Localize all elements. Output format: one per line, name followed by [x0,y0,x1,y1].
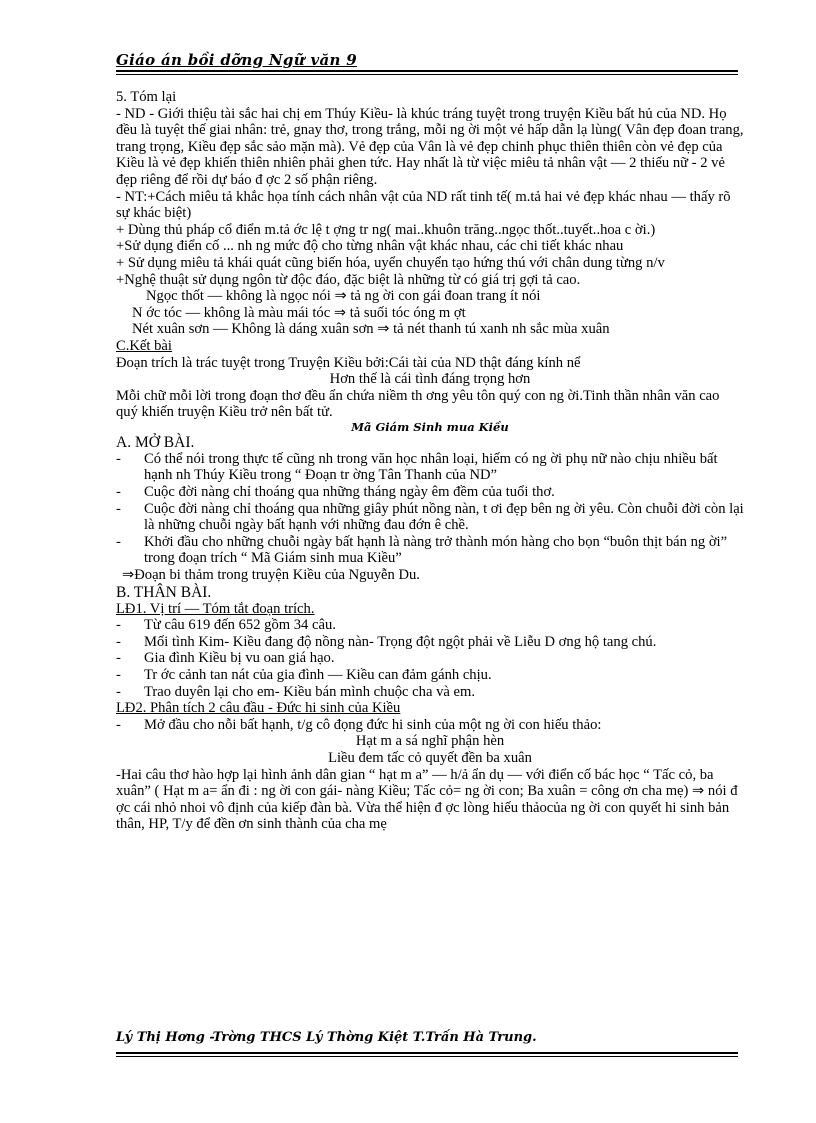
verse-line: Liều đem tấc cỏ quyết đền ba xuân [328,749,532,766]
conclusion-heading: C.Kết bài [116,337,172,354]
summary-paragraph: +Sử dụng điển cố ... nh ng mức độ cho từng nhân vật khác nhau, các chi tiết khác nhau [116,238,624,255]
list-item: - Cuộc đời nàng chỉ thoáng qua những giây phút nồng nàn, t ơi đẹp bên ng ời yêu. Còn chuỗi đời còn lại là những chuỗi ngày bất hạnh với những đau đớn ê chề. [116,500,744,534]
header-title: Giáo án bồi dỡng Ngữ văn 9 [116,51,357,69]
list-item: - Tr ớc cảnh tan nát của gia đình — Kiều can đảm gánh chịu. [116,667,492,683]
part-a-heading: A. MỞ BÀI. [116,433,195,451]
list-item: - Cuộc đời nàng chỉ thoáng qua những tháng ngày êm đềm của tuổi thơ. [116,484,555,501]
list-item: - Có thể nói trong thực tế cũng nh trong văn học nhân loại, hiếm có ng ời phụ nữ nào chịu nhiều bất hạnh nh Thúy Kiều trong “ Đoạn tr ờng Tân Thanh của ND” [116,450,718,484]
list-item: - Từ câu 619 đến 652 gồm 34 câu. [116,617,336,634]
lesson-title: Mã Giám Sinh mua Kiều [351,419,509,434]
conclusion-line: Hơn thế là cái tình đáng trọng hơn [329,371,531,388]
summary-example: Nét xuân sơn — Không là dáng xuân sơn ⇒ tả nét thanh tú xanh nh sắc mùa xuân [132,321,610,338]
summary-example: N ớc tóc — không là màu mái tóc ⇒ tả suối tóc óng m ợt [132,304,466,321]
list-item: - Khởi đầu cho những chuỗi ngày bất hạnh là nàng trở thành món hàng cho bọn “buôn thịt bán ng ời” trong đoạn trích “ Mã Giám sinh mua Kiều” [116,533,728,567]
header-rule-thin [116,74,738,75]
header-rule-thick [116,70,738,72]
footer-text: Lý Thị Hơng -Trờng THCS Lý Thờng Kiệt T.Trấn Hà Trung. [116,1030,537,1045]
summary-paragraph: - NT:+Cách miêu tả khắc họa tính cách nhân vật của ND rất tinh tế( m.tả hai vẻ đẹp khác nhau — thấy rõ sự khác biệt) [116,188,731,222]
page-header [116,50,736,69]
conclusion-line: Đoạn trích là trác tuyệt trong Truyện Kiều bởi:Cái tài của ND thật đáng kính nể [116,354,581,371]
conclusion-line: Mỗi chữ mỗi lời trong đoạn thơ đều ẩn chứa niềm th ơng yêu tôn quý con ng ời.Tinh thần nhân văn cao quý khiến truyện Kiều trở nên bất tử. [116,387,720,421]
part-a-conclusion: ⇒Đoạn bi thảm trong truyện Kiều của Nguyễn Du. [122,567,420,584]
page-footer [116,1030,744,1045]
footer-rule-thick [116,1052,738,1054]
summary-paragraph: +Nghệ thuật sử dụng ngôn từ độc đáo, đặc biệt là những từ có giá trị gợi tả cao. [116,271,581,288]
list-item: - Gia đình Kiều bị vu oan giá hạo. [116,650,335,667]
ld1-heading: LĐ1. Vị trí — Tóm tắt đoạn trích. [116,600,315,617]
list-item: - Mối tình Kim- Kiều đang độ nồng nàn- Trọng đột ngột phải về Liễu D ơng hộ tang chú. [116,633,657,650]
document-body [116,89,744,833]
list-item: - Mở đầu cho nỗi bất hạnh, t/g cô đọng đức hi sinh của một ng ời con hiếu thảo: [116,716,602,733]
footer-rule-thin [116,1056,738,1057]
summary-heading: 5. Tóm lại [116,89,177,105]
summary-paragraph: + Dùng thủ pháp cổ điển m.tả ớc lệ t ợng tr ng( mai..khuôn trăng..ngọc thốt..tuyết..hoa c ời.) [116,221,656,238]
analysis-paragraph: -Hai câu thơ hào hợp lại hình ảnh dân gian “ hạt m a” — h/ả ẩn dụ — với điển cố bác học “ Tấc cỏ, ba xuân” ( Hạt m a= ẩn đi : ng ời con gái- nàng Kiều; Tấc cỏ= ng ời con; Ba xuân = công ơn cha mẹ) ⇒ nói đ ợc cái nhỏ nhoi vô định của kiếp đàn bà. Vừa thể hiện đ ợc lòng hiếu thảocủa ng ời con quyết hi sinh bản thân, HP, T/y để đền ơn sinh thành của cha mẹ [116,766,738,833]
ld2-heading: LĐ2. Phân tích 2 câu đầu - Đức hi sinh của Kiều [116,700,401,717]
summary-paragraph: + Sử dụng miêu tả khái quát cũng biến hóa, uyển chuyển tạo hứng thú với chân dung từng n/v [116,254,665,271]
part-b-heading: B. THÂN BÀI. [116,583,212,601]
summary-paragraph: - ND - Giới thiệu tài sắc hai chị em Thúy Kiều- là khúc tráng tuyệt trong truyện Kiều bất hủ của ND. Họ đều là tuyệt thế giai nhân: trẻ, gnay thơ, trong trắng, mỗi ng ời một vẻ hấp dẫn lạ lùng( Vân đẹp đoan trang, trang trọng, Kiều đẹp sắc sảo mặn mà). Vẻ đẹp của Vân là vẻ đẹp chinh phục thiên thiên còn vẻ đẹp của Kiều là vẻ đẹp khiến thiên nhiên phải ghen tức. Hay nhất là từ việc miêu tả nhân vật — 2 thiếu nữ - 2 vẻ đẹp riêng để rồi dự báo đ ợc 2 số phận riêng. [116,105,744,188]
summary-example: Ngọc thốt — không là ngọc nói ⇒ tả ng ời con gái đoan trang ít nói [146,288,541,305]
list-item: - Trao duyên lại cho em- Kiều bán mình chuộc cha và em. [116,683,475,700]
verse-line: Hạt m a sá nghĩ phận hèn [355,733,505,750]
